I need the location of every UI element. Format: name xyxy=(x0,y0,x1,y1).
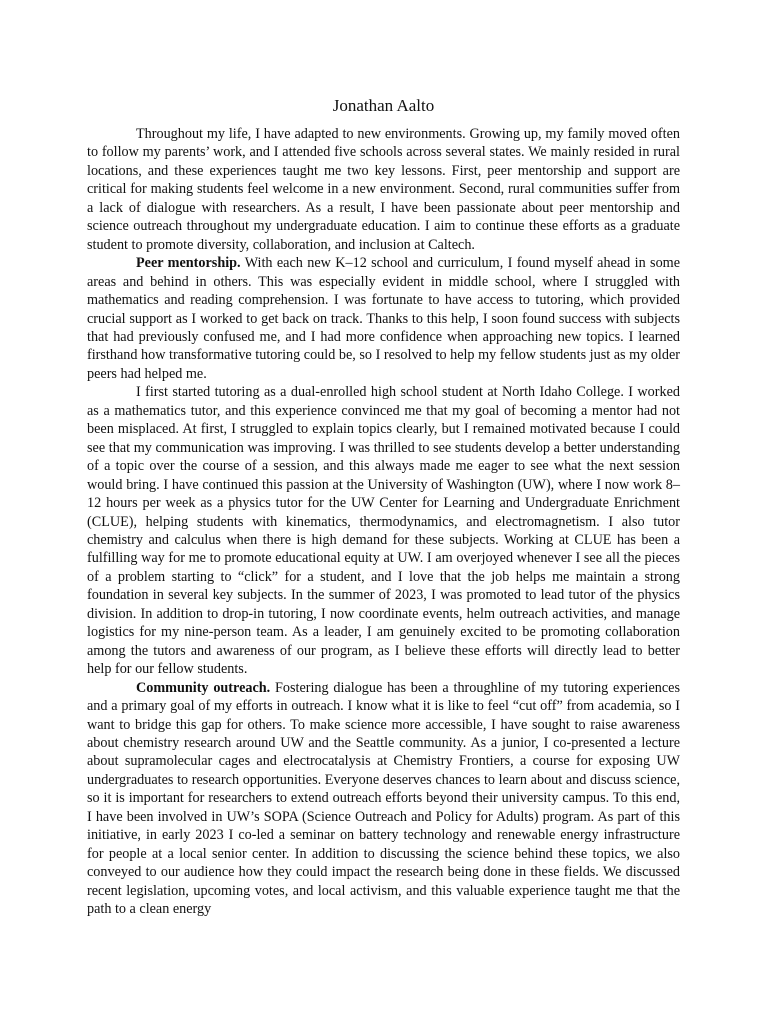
document-title: Jonathan Aalto xyxy=(332,96,435,115)
paragraph-text: I first started tutoring as a dual-enrolled high school student at North Idaho College. I worked as a mathematics tutor, and this experience convinced me that my goal of becoming a mentor had not been misplaced. At first, I struggled to explain topics clearly, but I remained motivated because I could see that my communication was improving. I was thrilled to see students develop a better understanding of a topic over the course of a session, and this always made me eager to see what the next session would bring. I have continued this passion at the University of Washington (UW), where I now work 8–12 hours per week as a physics tutor for the UW Center for Learning and Undergraduate Enrichment (CLUE), helping students with kinematics, thermodynamics, and electromagnetism. I also tutor chemistry and calculus when there is high demand for these subjects. Working at CLUE has been a fulfilling way for me to promote educational equity at UW. I am overjoyed whenever I see all the pieces of a problem starting to “click” for a student, and I love that the job helps me maintain a strong foundation in several key subjects. In the summer of 2023, I was promoted to lead tutor of the physics division. In addition to drop-in tutoring, I now coordinate events, helm outreach activities, and manage logistics for my nine-person team. As a leader, I am genuinely excited to be promoting collaboration among the tutors and awareness of our program, as I believe these efforts will directly lead to better help for our fellow students. xyxy=(87,384,680,678)
paragraph-tutoring xyxy=(87,383,680,678)
paragraph-intro xyxy=(87,125,680,254)
paragraph-peer-mentorship xyxy=(87,254,680,383)
paragraph-text: Throughout my life, I have adapted to new environments. Growing up, my family moved often to follow my parents’ work, and I attended five schools across several states. We mainly resided in rural locations, and these experiences taught me two key lessons. First, peer mentorship and support are critical for making students feel welcome in a new environment. Second, rural communities suffer from a lack of dialogue with researchers. As a result, I have been passionate about peer mentorship and science outreach throughout my undergraduate education. I aim to continue these efforts as a graduate student to promote diversity, collaboration, and inclusion at Caltech. xyxy=(87,126,680,253)
document-page xyxy=(87,96,680,918)
paragraph-text: With each new K–12 school and curriculum, I found myself ahead in some areas and behind in others. This was especially evident in middle school, where I struggled with mathematics and reading comprehension. I was fortunate to have access to tutoring, which provided crucial support as I worked to get back on track. Thanks to this help, I soon found success with subjects that had previously confused me, and I had more confidence when approaching new topics. I learned firsthand how transformative tutoring could be, so I resolved to help my fellow students just as my older peers had helped me. xyxy=(87,255,680,382)
paragraph-community-outreach xyxy=(87,679,680,919)
section-heading-community-outreach: Community outreach. xyxy=(136,679,271,696)
section-heading-peer-mentorship: Peer mentorship. xyxy=(136,255,241,272)
paragraph-text: Fostering dialogue has been a throughline of my tutoring experiences and a primary goal of my efforts in outreach. I know what it is like to feel “cut off” from academia, so I want to bridge this gap for others. To make science more accessible, I have sought to raise awareness about chemistry research around UW and the Seattle community. As a junior, I co-presented a lecture about supramolecular cages and electrocatalysis at Chemistry Frontiers, a course for exposing UW undergraduates to research opportunities. Everyone deserves chances to learn about and discuss science, so it is important for researchers to extend outreach efforts beyond their university campus. To this end, I have been involved in UW’s SOPA (Science Outreach and Policy for Adults) program. As part of this initiative, in early 2023 I co-led a seminar on battery technology and renewable energy infrastructure for people at a local senior center. In addition to discussing the science behind these topics, we also conveyed to our audience how they could impact the research being done in these fields. We discussed recent legislation, upcoming votes, and local activism, and this valuable experience taught me that the path to a clean energy xyxy=(87,679,680,918)
